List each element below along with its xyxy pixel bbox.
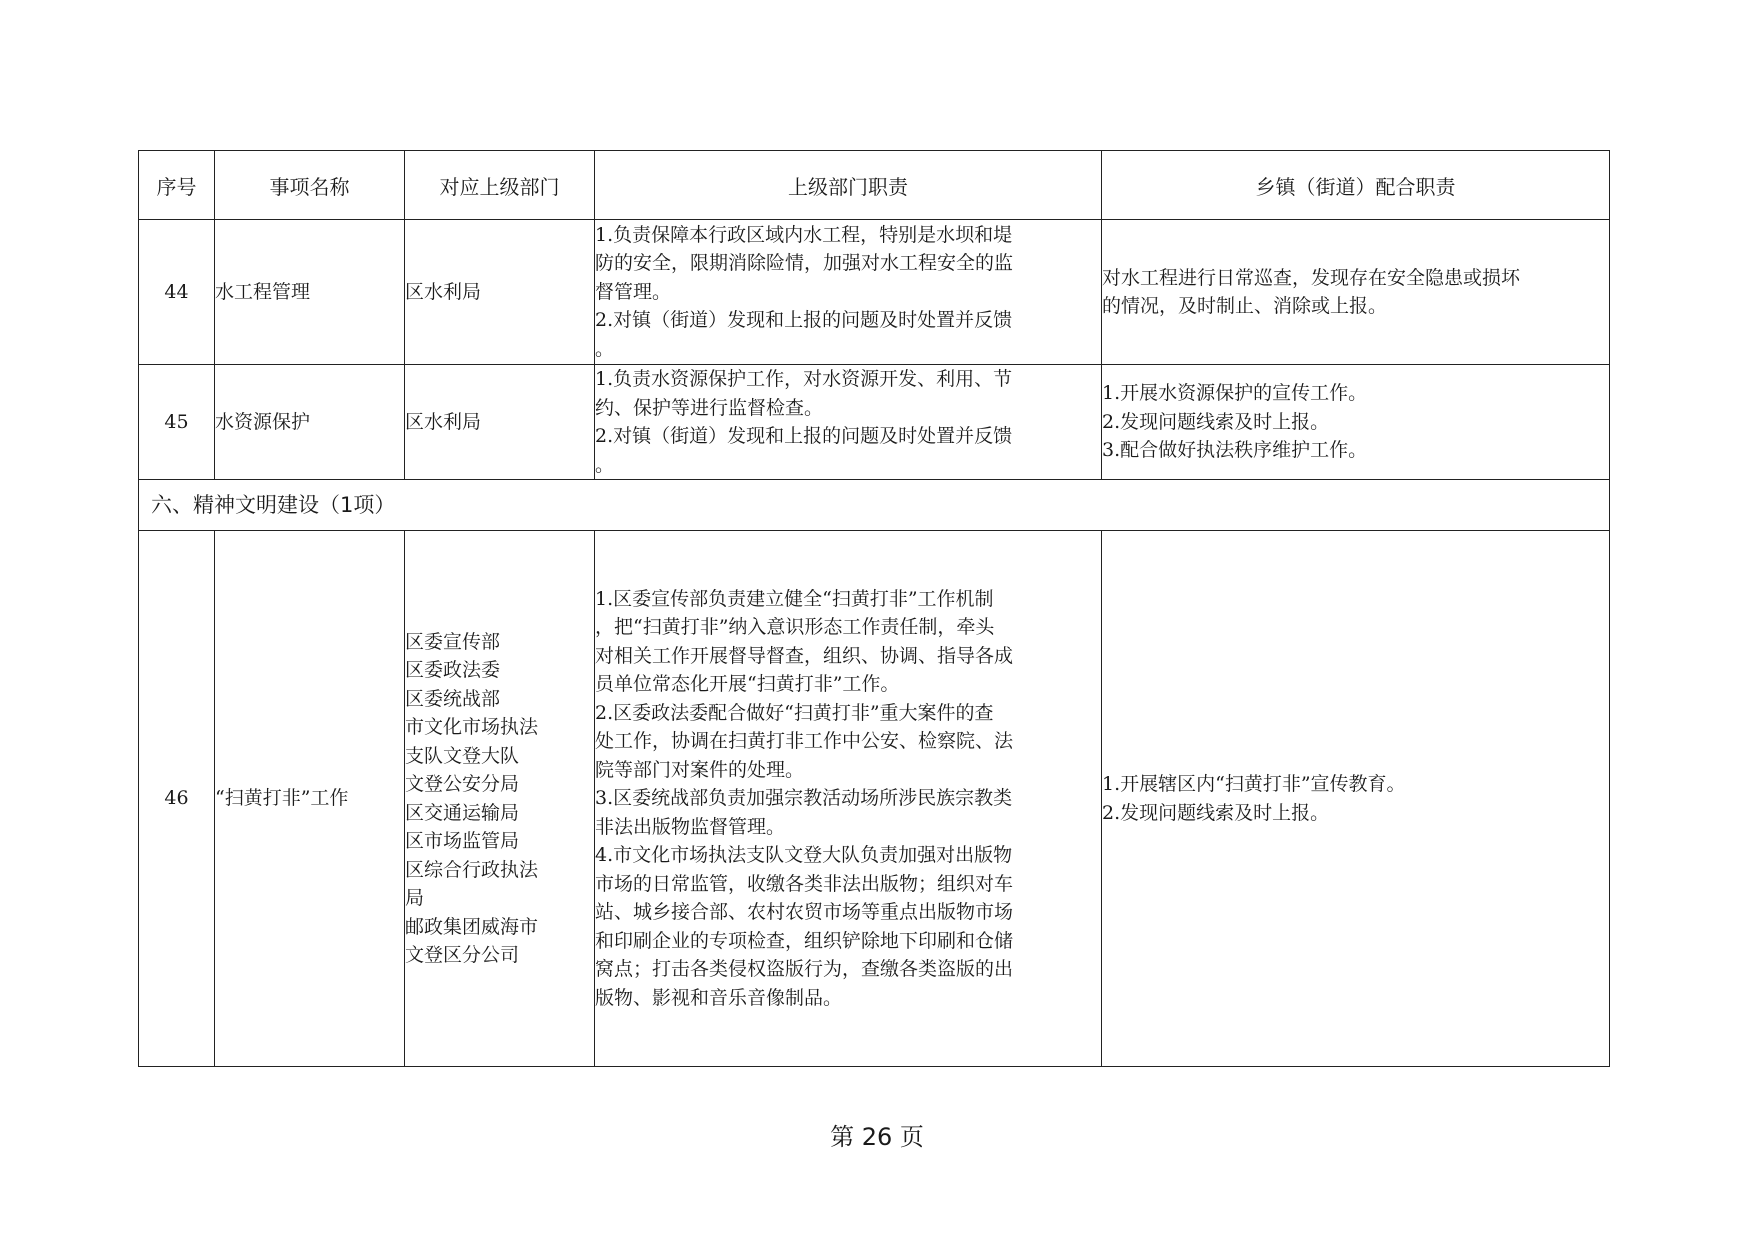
duty-line: 1.负责保障本行政区域内水工程，特别是水坝和堤 xyxy=(595,223,1013,246)
section-row xyxy=(139,480,1610,531)
header-superior-duty: 上级部门职责 xyxy=(595,151,1102,220)
cell-superior-duty xyxy=(595,220,1102,365)
cell-superior-dept xyxy=(405,531,595,1067)
duty-line: 。 xyxy=(595,337,615,360)
coop-line: 2.发现问题线索及时上报。 xyxy=(1102,410,1330,433)
dept-line: 文登公安分局 xyxy=(405,773,520,795)
duty-line: 2.区委政法委配合做好“扫黄打非”重大案件的查 xyxy=(595,701,994,724)
cell-superior-duty xyxy=(595,365,1102,480)
duty-line: 约、保护等进行监督检查。 xyxy=(595,396,824,419)
duty-line: 处工作，协调在扫黄打非工作中公安、检察院、法 xyxy=(595,730,1014,753)
dept-line: 区水利局 xyxy=(405,410,482,433)
duty-line: 和印刷企业的专项检查，组织铲除地下印刷和仓储 xyxy=(595,929,1014,952)
dept-line: 区交通运输局 xyxy=(405,801,520,824)
duty-line: 版物、影视和音乐音像制品。 xyxy=(595,986,843,1009)
duty-line: 市场的日常监管，收缴各类非法出版物；组织对车 xyxy=(595,872,1014,895)
cell-superior-dept xyxy=(405,220,595,365)
dept-line: 区委宣传部 xyxy=(405,630,501,653)
table-header-row xyxy=(139,151,1610,220)
dept-line: 支队文登大队 xyxy=(405,744,520,767)
section-title: 六、精神文明建设（1项） xyxy=(139,480,1610,531)
duty-line: ，把“扫黄打非”纳入意识形态工作责任制，牵头 xyxy=(595,616,995,639)
duty-line: 2.对镇（街道）发现和上报的问题及时处置并反馈 xyxy=(595,309,1013,332)
cell-superior-duty xyxy=(595,531,1102,1067)
duty-line: 员单位常态化开展“扫黄打非”工作。 xyxy=(595,673,900,696)
dept-line: 区委政法委 xyxy=(405,659,501,681)
cell-seq: 46 xyxy=(139,531,215,1067)
dept-line: 区市场监管局 xyxy=(405,830,520,852)
cell-town-duty xyxy=(1102,531,1610,1067)
cell-town-duty xyxy=(1102,220,1610,365)
duty-line: 非法出版物监督管理。 xyxy=(595,815,786,838)
cell-seq: 45 xyxy=(139,365,215,480)
cell-item-name: 水工程管理 xyxy=(215,220,405,365)
cell-seq: 44 xyxy=(139,220,215,365)
coop-line: 对水工程进行日常巡查，发现存在安全隐患或损坏 xyxy=(1102,266,1521,289)
duty-line: 站、城乡接合部、农村农贸市场等重点出版物市场 xyxy=(595,901,1014,924)
coop-line: 2.发现问题线索及时上报。 xyxy=(1102,801,1330,824)
duty-line: 1.负责水资源保护工作，对水资源开发、利用、节 xyxy=(595,368,1013,390)
header-item-name: 事项名称 xyxy=(215,151,405,220)
duty-line: 督管理。 xyxy=(595,280,672,303)
table-row xyxy=(139,365,1610,480)
dept-line: 邮政集团威海市 xyxy=(405,915,539,938)
duty-line: 对相关工作开展督导督查，组织、协调、指导各成 xyxy=(595,644,1014,667)
duties-table xyxy=(138,150,1610,1067)
duty-line: 2.对镇（街道）发现和上报的问题及时处置并反馈 xyxy=(595,425,1013,447)
coop-line: 的情况，及时制止、消除或上报。 xyxy=(1102,295,1388,317)
cell-town-duty xyxy=(1102,365,1610,480)
duty-line: 1.区委宣传部负责建立健全“扫黄打非”工作机制 xyxy=(595,587,994,610)
dept-line: 区委统战部 xyxy=(405,687,501,710)
coop-line: 1.开展辖区内“扫黄打非”宣传教育。 xyxy=(1102,773,1406,795)
dept-line: 文登区分公司 xyxy=(405,944,520,966)
dept-line: 局 xyxy=(405,887,425,909)
duty-line: 防的安全，限期消除险情，加强对水工程安全的监 xyxy=(595,252,1014,275)
duty-line: 。 xyxy=(595,453,615,476)
cell-item-name: “扫黄打非”工作 xyxy=(215,531,405,1067)
duty-line: 院等部门对案件的处理。 xyxy=(595,758,805,781)
page-number: 第 26 页 xyxy=(830,1123,924,1151)
coop-line: 3.配合做好执法秩序维护工作。 xyxy=(1102,439,1368,462)
coop-line: 1.开展水资源保护的宣传工作。 xyxy=(1102,382,1368,405)
header-town-duty: 乡镇（街道）配合职责 xyxy=(1102,151,1610,220)
header-seq: 序号 xyxy=(139,151,215,220)
table-row xyxy=(139,531,1610,1067)
cell-superior-dept xyxy=(405,365,595,480)
dept-line: 区水利局 xyxy=(405,280,482,303)
dept-line: 市文化市场执法 xyxy=(405,716,539,738)
cell-item-name: 水资源保护 xyxy=(215,365,405,480)
dept-line: 区综合行政执法 xyxy=(405,858,539,881)
duty-line: 窝点；打击各类侵权盗版行为，查缴各类盗版的出 xyxy=(595,958,1014,981)
duty-line: 3.区委统战部负责加强宗教活动场所涉民族宗教类 xyxy=(595,787,1013,810)
header-superior-dept: 对应上级部门 xyxy=(405,151,595,220)
duty-line: 4.市文化市场执法支队文登大队负责加强对出版物 xyxy=(595,844,1013,867)
table-row xyxy=(139,220,1610,365)
